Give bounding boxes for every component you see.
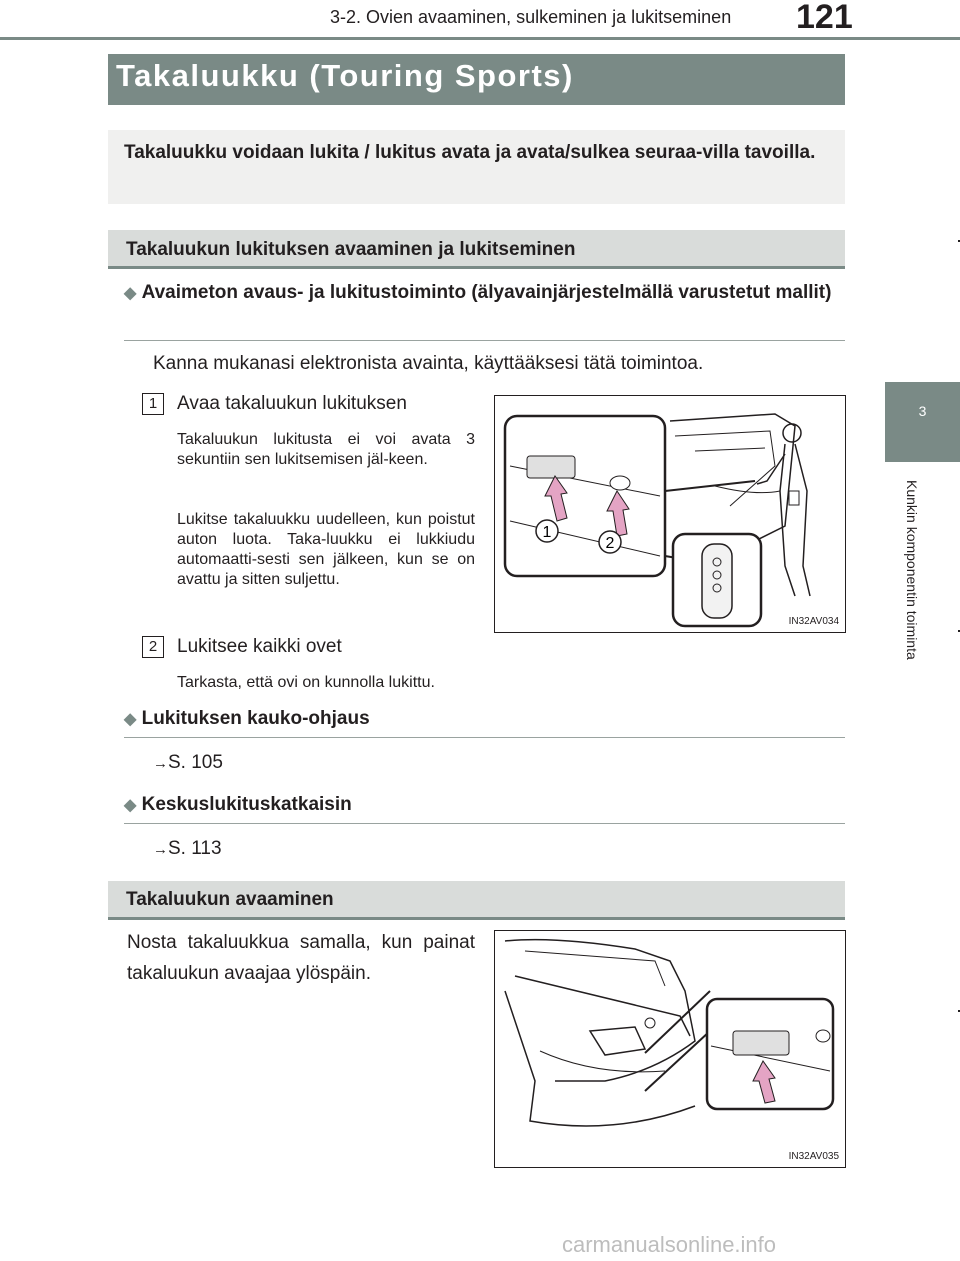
- page-reference: [153, 752, 223, 774]
- figure-code: IN32AV035: [788, 1151, 839, 1162]
- subsection-rule: [124, 737, 845, 738]
- arrow-right-icon: →: [153, 841, 168, 858]
- subsection-rule: [124, 823, 845, 824]
- page-number: 121: [796, 0, 853, 36]
- header-rule: [0, 37, 960, 40]
- intro-text: Takaluukku voidaan lukita / lukitus avata ja avata/sulkea seuraa-villa tavoilla.: [124, 142, 816, 163]
- step-label: Avaa takaluukun lukituksen: [177, 393, 407, 414]
- diamond-bullet-icon: ◆: [124, 285, 137, 302]
- callout-label: 2: [605, 535, 615, 552]
- step-number: 1: [142, 393, 164, 415]
- step-number: 2: [142, 636, 164, 658]
- subsection-heading-text: Lukituksen kauko-ohjaus: [141, 708, 370, 729]
- page-reference: [153, 838, 222, 860]
- body-text: Kanna mukanasi elektronista avainta, käyttääksesi tätä toimintoa.: [153, 353, 704, 374]
- figure-code: IN32AV034: [788, 616, 839, 627]
- step-note: Takaluukun lukitusta ei voi avata 3 sekuntiin sen lukitsemisen jäl-keen.: [177, 431, 475, 468]
- page-reference-text: S. 105: [168, 752, 223, 773]
- chapter-title: 3-2. Ovien avaaminen, sulkeminen ja lukitseminen: [330, 7, 732, 27]
- section-heading: Takaluukun lukituksen avaaminen ja lukitseminen: [126, 239, 576, 260]
- figure-illustration: [495, 396, 845, 632]
- step-note: Lukitse takaluukku uudelleen, kun poistut auton luota. Taka-luukku ei lukkiudu automaatti-sesti sen jälkeen, kun se on avattu ja sitten suljettu.: [177, 511, 475, 588]
- chapter-tab-text: Kunkin komponentin toiminta: [904, 480, 920, 660]
- diamond-bullet-icon: ◆: [124, 797, 137, 814]
- page-reference-text: S. 113: [168, 838, 222, 859]
- subsection-rule: [124, 340, 845, 341]
- figure-rear-door-open: [494, 930, 846, 1168]
- section-heading: Takaluukun avaaminen: [126, 889, 334, 910]
- subsection-heading-text: Avaimeton avaus- ja lukitustoiminto (älyavainjärjestelmällä varustetut mallit): [141, 282, 832, 303]
- callout-label: 1: [542, 524, 552, 541]
- diamond-bullet-icon: ◆: [124, 711, 137, 728]
- subsection-heading: [124, 789, 840, 822]
- page-title: Takaluukku (Touring Sports): [116, 58, 574, 93]
- watermark: carmanualsonline.info: [562, 1232, 777, 1257]
- subsection-heading-text: Keskuslukituskatkaisin: [141, 794, 352, 815]
- figure-illustration: [495, 931, 845, 1167]
- step-note: Tarkasta, että ovi on kunnolla lukittu.: [177, 674, 435, 691]
- chapter-tab-number: 3: [918, 403, 927, 419]
- step-label: Lukitsee kaikki ovet: [177, 636, 342, 657]
- body-text: Nosta takaluukkua samalla, kun painat takaluukun avaajaa ylöspäin.: [127, 932, 475, 984]
- figure-rear-door-unlock: [494, 395, 846, 633]
- chapter-tab: [885, 382, 960, 462]
- subsection-heading: [124, 703, 840, 736]
- subsection-heading: [124, 277, 840, 310]
- arrow-right-icon: →: [153, 755, 168, 772]
